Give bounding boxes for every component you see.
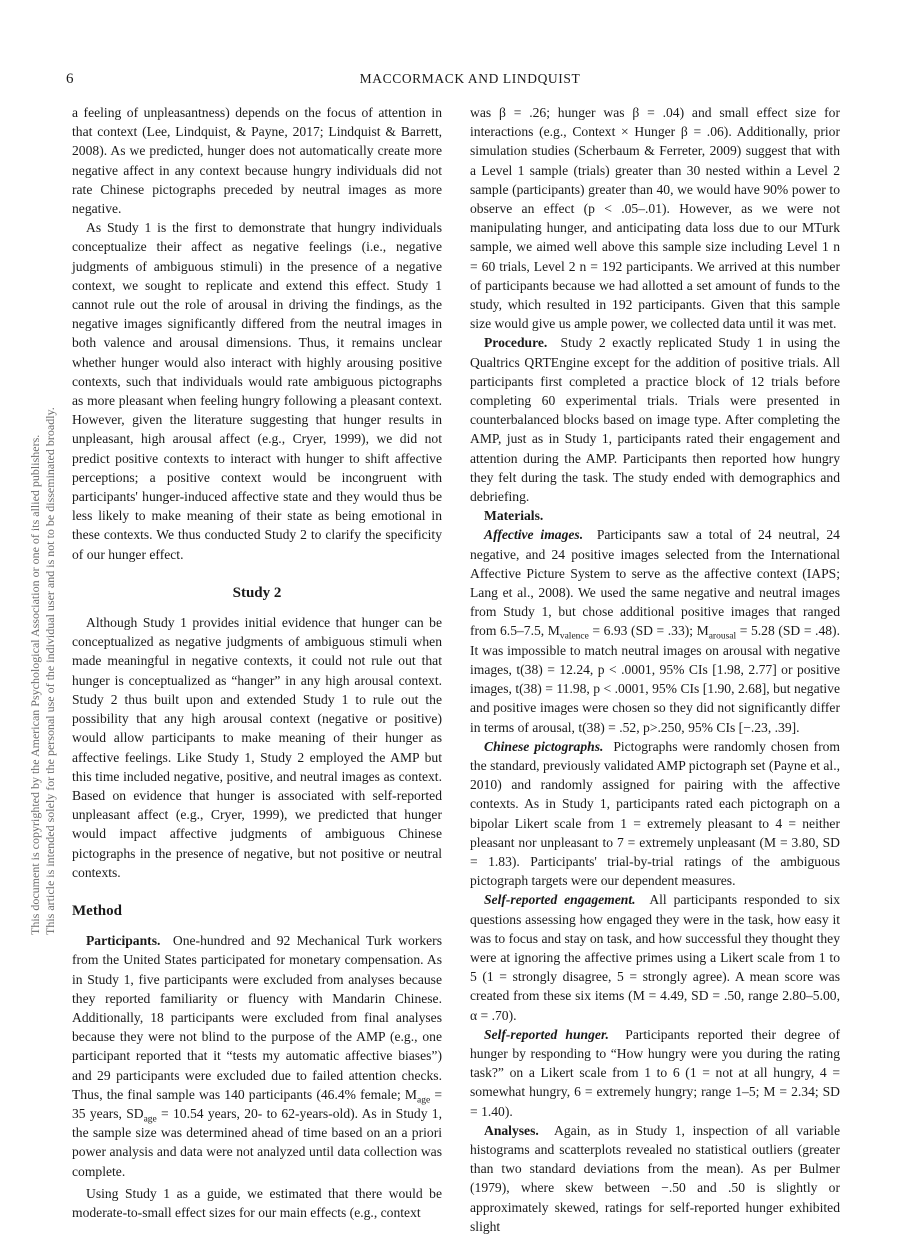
- paragraph: Using Study 1 as a guide, we estimated that there would be moderate-to-small effect sizes for our main effects (e.g., context: [72, 1185, 442, 1220]
- paragraph: Although Study 1 provides initial evidence that hunger can be conceptualized as negative judgments of ambiguous stimuli when made meaningful in negative contexts, it could not rule out that hunger is conceptualized as “hanger” in any high arousal context. Study 2 thus built upon and extended Study 1 to rule out the possibility that any high arousal context (negative or positive) would allow participants to make meaning of their hunger as affective feelings. Like Study 1, Study 2 employed the AMP but this time included negative, positive, and neutral images as context. Based on evidence that hunger is associated with self-reported unpleasant affect (e.g., Cryer, 1999), we predicted that hunger would impact affective judgments of ambiguous Chinese pictographs in the presence of negative, but not positive or neutral contexts.: [72, 615, 442, 880]
- participants-paragraph: [72, 931, 442, 1181]
- section-heading-study2: Study 2: [232, 584, 282, 601]
- copyright-line-2: This article is intended solely for the personal use of the individual user and is not to be disseminated broadly.: [43, 407, 57, 935]
- subscript: arousal: [708, 632, 737, 643]
- section-heading-method: Method: [72, 902, 122, 919]
- text-run: = 35 years, SD: [72, 1086, 442, 1121]
- run-in-heading: Chinese pictographs.: [484, 738, 604, 754]
- run-in-heading: Affective images.: [484, 527, 584, 543]
- hunger-paragraph: [470, 1025, 840, 1121]
- text-run: Again, as in Study 1, inspection of all variable histograms and scatterplots revealed no statistical outliers (greater than two standard deviations from the mean). As per Bulmer (1979), where skew between −.50 and .50 is slightly or approximately skewed, ratings for self-reported hunger exhibited slight: [470, 1122, 840, 1234]
- run-in-heading: Self-reported engagement.: [484, 892, 636, 908]
- affective-images-paragraph: [470, 525, 840, 736]
- text-run: = 10.54 years, 20- to 62-years-old). As in Study 1, the sample size was determined ahead of time based on an a priori power analysis and data were not analyzed until data collection was complete.: [72, 1105, 442, 1179]
- text-run: One-hundred and 92 Mechanical Turk workers from the United States participated for monetary compensation. As in Study 1, five participants were excluded from analyses because they reported familiarity or fluency with Mandarin Chinese. Additionally, 18 participants were excluded from final analyses because they were not blind to the purpose of the AMP (e.g., one participant reported that it “tests my automatic affective biases”) and 29 participants were excluded due to failed attention checks. Thus, the final sample was 140 participants (46.4% female; M: [72, 933, 443, 1102]
- paragraph: was β = .26; hunger was β = .04) and small effect size for interactions (e.g., Context × Hunger β = .06). Additionally, prior simulation studies (Scherbaum & Ferreter, 2009) suggest that with a Level 1 sample (trials) greater than 30 nested within a Level 2 sample (participants) greater than 40, we would have 90% power to observe an effect (p < .05–.01). However, as we were not manipulating hunger, and anticipating data loss due to our MTurk sample, we aimed well above this sample size including Level 1 n = 60 trials, Level 2 n = 192 participants. We arrived at this number of participants because we had allotted a set amount of funds to the study, which resulted in 192 participants. Given that this sample size would give us ample power, we collected data until it was met.: [470, 105, 840, 332]
- subscript: age: [417, 1095, 431, 1106]
- paragraph: As Study 1 is the first to demonstrate that hungry individuals conceptualize their affect as negative feelings (i.e., negative judgments of ambiguous stimuli) in the presence of a negative context, we sought to replicate and extend this effect. Study 1 cannot rule out the role of arousal in driving the findings, as the negative images significantly differed from the neutral images in both valence and arousal dimensions. Thus, it remains unclear whether hunger would also interact with highly arousing positive contexts, such that individuals would rate ambiguous pictographs as more pleasant when feeling hungry following a pleasant context. However, given the literature suggesting that hunger results in unpleasant, high arousal affect (e.g., Cryer, 1999), we did not predict positive contexts to interact with hunger to shift affective perceptions; a positive context would be incongruent with participants' hunger-induced affective state and they would thus be less likely to make meaning of their state as being emotional in these contexts. We thus conducted Study 2 to clarify the specificity of our hunger effect.: [72, 220, 442, 562]
- page-number: 6: [66, 71, 74, 87]
- text-run: Participants reported their degree of hunger by responding to “How hungry were you during the rating task?” on a Likert scale from 1 to 6 (1 = not at all hungry, 4 = somewhat hungry, 6 = extremely hungry; range 1–5; M = 2.34; SD = 1.40).: [470, 1026, 840, 1119]
- analyses-paragraph: [470, 1121, 840, 1236]
- left-column: [72, 103, 442, 1222]
- text-run: Participants saw a total of 24 neutral, 24 negative, and 24 positive images selected from the International Affective Picture System to serve as the affective context (IAPS; Lang et al., 2008). We used the same negative and neutral images from Study 1, but chose additional positive images that ranged from 6.5–7.5, M: [470, 527, 840, 639]
- subscript: valence: [559, 632, 589, 643]
- text-run: = 6.93 (SD = .33); M: [588, 623, 709, 639]
- materials-heading: Materials.: [484, 508, 544, 524]
- text-run: Study 2 exactly replicated Study 1 in using the Qualtrics QRTEngine except for the addition of positive trials. All participants first completed a practice block of 12 trials before completing 60 experimental trials. Trials were presented in counterbalanced blocks based on image type. After completing the AMP, just as in Study 1, participants rated their engagement and attention during the AMP. Participants then reported how hungry they felt during the task. The study ended with demographics and debriefing.: [470, 335, 840, 505]
- engagement-paragraph: [470, 890, 840, 1024]
- run-in-heading: Procedure.: [484, 335, 548, 351]
- text-run: All participants responded to six questions assessing how engaged they were in the task, how easy it was to focus and stay on task, and how successful they thought they were at ignoring the affective primes using a Likert scale from 1 to 5 (1 = strongly disagree, 5 = strongly agree). A mean score was created from these six items (M = 4.49, SD = .50, range 2.80–5.00, α = .70).: [470, 892, 841, 1023]
- running-head: MACCORMACK AND LINDQUIST: [359, 71, 581, 86]
- chinese-pictographs-paragraph: [470, 737, 840, 891]
- paragraph: a feeling of unpleasantness) depends on the focus of attention in that context (Lee, Lindquist, & Payne, 2017; Lindquist & Barrett, 2008). As we predicted, hunger does not automatically create more negative affect in any context because hungry individuals did not rate Chinese pictographs preceded by neutral images as more negative.: [72, 105, 442, 217]
- right-column: [470, 103, 840, 1236]
- text-run: = 5.28 (SD = .48). It was impossible to match neutral images on arousal with negative images, t(38) = 12.24, p < .0001, 95% CIs [1.98, 2.77] or positive images, t(38) = 11.98, p < .0001, 95% CIs [1.90, 2.68], but negative and positive images were chosen so they did not significantly differ in terms of arousal, t(38) = .52, p>.250, 95% CIs [−.23, .39].: [470, 623, 840, 735]
- run-in-heading: Analyses.: [484, 1122, 539, 1138]
- copyright-line-1: This document is copyrighted by the American Psychological Association or one of its allied publishers.: [28, 434, 42, 935]
- copyright-sidebar: [27, 255, 57, 935]
- run-in-heading: Self-reported hunger.: [484, 1026, 609, 1042]
- procedure-paragraph: [470, 333, 840, 506]
- text-run: Pictographs were randomly chosen from the standard, previously validated AMP pictograph set (Payne et al., 2010) and randomly assigned for pairing with the affective contexts. As in Study 1, participants rated each pictograph on a bipolar Likert scale from 1 = extremely pleasant to 4 = neither pleasant nor unpleasant to 7 = extremely unpleasant (M = 3.80, SD = 1.83). Participants' trial-by-trial ratings of the ambiguous pictograph targets were our dependent measures.: [470, 738, 840, 889]
- subscript: age: [143, 1114, 157, 1125]
- run-in-heading: Participants.: [86, 933, 161, 949]
